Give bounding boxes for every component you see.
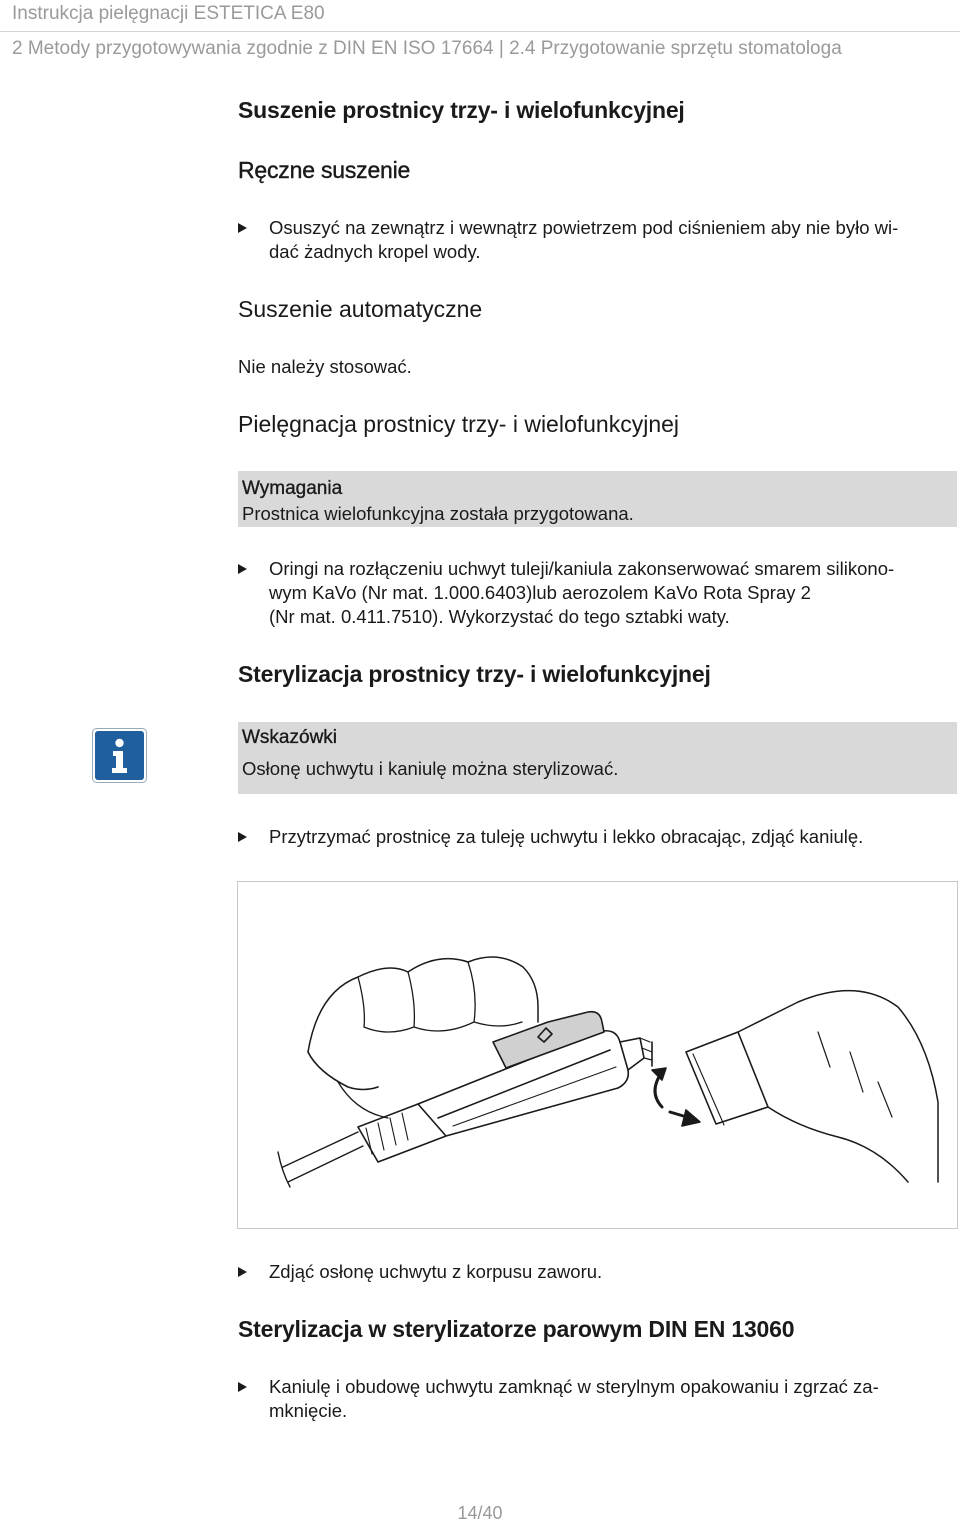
triangle-bullet-icon bbox=[238, 223, 247, 233]
care-heading: Pielęgnacja prostnicy trzy- i wielofunkcyjnej bbox=[238, 411, 680, 437]
steam-sterilization-step bbox=[238, 1375, 948, 1423]
auto-drying-text: Nie należy stosować. bbox=[238, 356, 412, 377]
steam-sterilization-heading: Sterylizacja w sterylizatorze parowym DIN EN 13060 bbox=[238, 1316, 795, 1342]
instruction-illustration bbox=[237, 881, 958, 1229]
sterilization-step-2-text: Zdjąć osłonę uchwytu z korpusu zaworu. bbox=[269, 1261, 603, 1282]
info-icon bbox=[92, 728, 147, 783]
care-step bbox=[238, 557, 948, 629]
sterilization-heading: Sterylizacja prostnicy trzy- i wielofunkcyjnej bbox=[238, 661, 711, 687]
notes-label: Wskazówki bbox=[242, 727, 338, 748]
requirements-box bbox=[238, 471, 957, 527]
page-number: 14/40 bbox=[457, 1503, 503, 1523]
requirements-text: Prostnica wielofunkcyjna została przygotowana. bbox=[242, 503, 634, 524]
triangle-bullet-icon bbox=[238, 564, 247, 574]
steam-sterilization-step-text: Kaniulę i obudowę uchwytu zamknąć w sterylnym opakowaniu i zgrzać za- mknięcie. bbox=[269, 1376, 879, 1421]
drying-heading: Suszenie prostnicy trzy- i wielofunkcyjnej bbox=[238, 97, 685, 123]
manual-drying-step-text: Osuszyć na zewnątrz i wewnątrz powietrzem pod ciśnieniem aby nie było wi- dać żadnych kropel wody. bbox=[269, 217, 899, 262]
triangle-bullet-icon bbox=[238, 832, 247, 842]
notes-box bbox=[238, 722, 957, 794]
manual-drying-heading: Ręczne suszenie bbox=[238, 157, 411, 183]
sterilization-step-1-text: Przytrzymać prostnicę za tuleję uchwytu i lekko obracając, zdjąć kaniulę. bbox=[269, 826, 864, 847]
sterilization-step-1 bbox=[238, 825, 948, 849]
document-title: Instrukcja pielęgnacji ESTETICA E80 bbox=[12, 3, 325, 24]
requirements-label: Wymagania bbox=[242, 478, 343, 499]
sterilization-step-2 bbox=[238, 1260, 948, 1284]
manual-drying-step bbox=[238, 216, 948, 264]
triangle-bullet-icon bbox=[238, 1267, 247, 1277]
auto-drying-heading: Suszenie automatyczne bbox=[238, 296, 483, 322]
triangle-bullet-icon bbox=[238, 1382, 247, 1392]
care-step-text: Oringi na rozłączeniu uchwyt tuleji/kaniula zakonserwować smarem silikono- wym KaVo (Nr mat. 1.000.6403)lub aerozolem KaVo Rota Spray 2 (Nr mat. 0.411.7510). Wykorzystać do tego sztabki waty. bbox=[269, 558, 895, 627]
header-divider bbox=[0, 31, 960, 32]
notes-text: Osłonę uchwytu i kaniulę można sterylizować. bbox=[242, 758, 619, 779]
breadcrumb: 2 Metody przygotowywania zgodnie z DIN EN ISO 17664 | 2.4 Przygotowanie sprzętu stomatologa bbox=[12, 38, 842, 59]
